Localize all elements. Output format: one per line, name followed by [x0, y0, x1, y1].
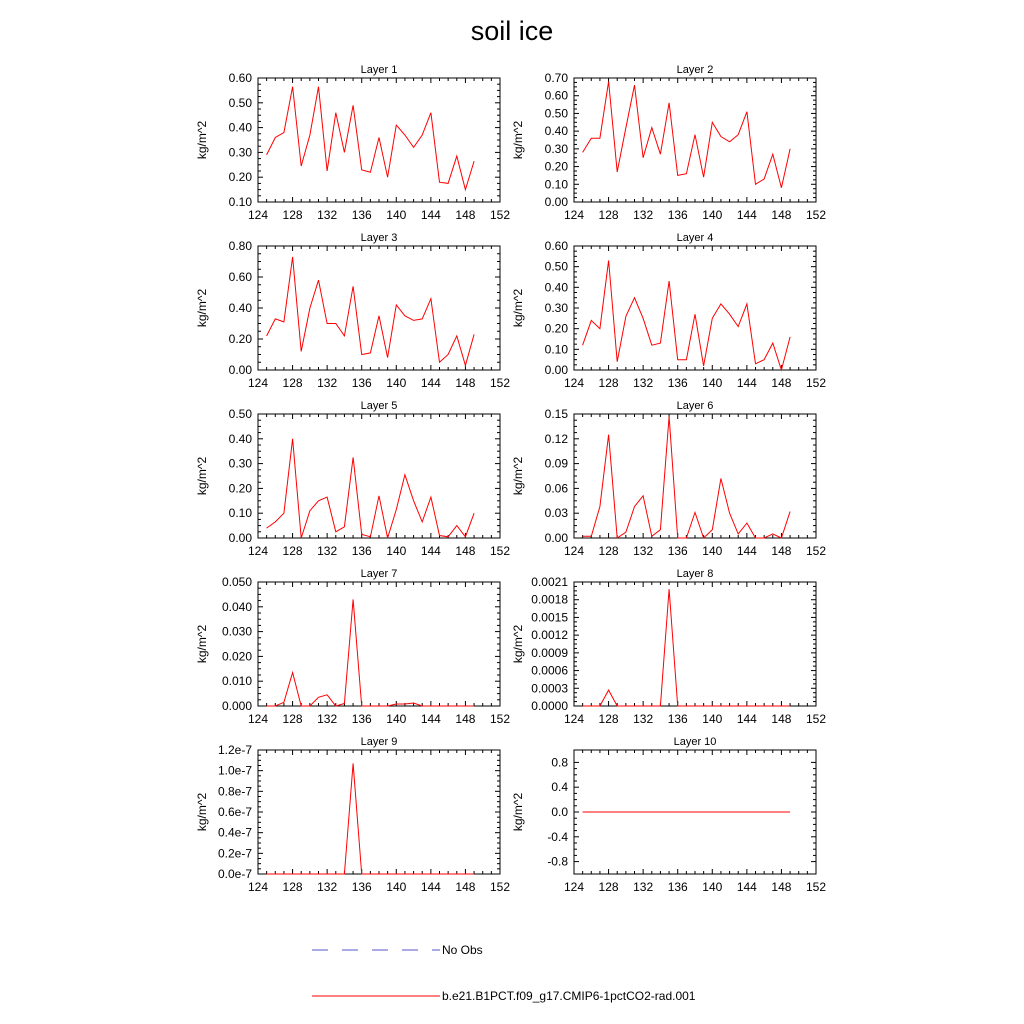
- y-axis-label: kg/m^2: [511, 624, 525, 664]
- y-tick-label: 0.30: [228, 145, 252, 160]
- y-tick-label: 0.4e-7: [217, 825, 252, 840]
- plot-frame: [574, 414, 816, 538]
- legend-obs-label: No Obs: [442, 943, 483, 957]
- y-tick-label: 0.0000: [531, 699, 568, 713]
- y-axis-label: kg/m^2: [511, 456, 525, 496]
- y-tick-label: 0.15: [544, 407, 568, 421]
- series-line: [583, 589, 791, 706]
- y-tick-label: 0.40: [228, 431, 252, 446]
- y-tick-label: 0.20: [228, 332, 252, 346]
- x-tick-label: 128: [598, 208, 619, 222]
- y-tick-label: 0.40: [228, 301, 252, 315]
- y-axis-label: kg/m^2: [195, 456, 209, 496]
- y-tick-label: 0.0018: [531, 592, 568, 607]
- panel-title: Layer 10: [673, 736, 717, 748]
- y-tick-label: 0.40: [544, 124, 568, 139]
- x-tick-label: 140: [386, 880, 407, 894]
- x-tick-label: 128: [598, 712, 619, 726]
- x-tick-label: 148: [771, 544, 792, 558]
- x-tick-label: 148: [771, 208, 792, 222]
- x-tick-label: 140: [702, 544, 723, 558]
- x-tick-label: 128: [598, 544, 619, 558]
- x-tick-label: 140: [386, 208, 407, 222]
- y-tick-label: 0.00: [544, 195, 568, 209]
- y-tick-label: 0.50: [544, 106, 568, 121]
- x-tick-label: 144: [736, 880, 757, 894]
- panel-title: Layer 5: [360, 400, 398, 412]
- x-tick-label: 148: [455, 544, 476, 558]
- x-tick-label: 152: [805, 208, 827, 222]
- panel-title: Layer 3: [360, 232, 398, 244]
- y-tick-label: 0.00: [228, 531, 252, 545]
- x-tick-label: 128: [282, 208, 303, 222]
- y-axis-label: kg/m^2: [511, 792, 525, 832]
- y-tick-label: 0.050: [221, 575, 252, 589]
- y-tick-label: 0.10: [544, 342, 568, 357]
- y-tick-label: 0.30: [228, 456, 252, 471]
- y-tick-label: 0.20: [228, 170, 252, 185]
- series-line: [267, 87, 475, 190]
- x-tick-label: 124: [563, 880, 585, 894]
- x-tick-label: 128: [598, 880, 619, 894]
- y-tick-label: 0.20: [544, 159, 568, 174]
- x-tick-label: 144: [420, 880, 441, 894]
- y-tick-label: 0.0009: [531, 645, 568, 660]
- y-tick-label: 0.80: [228, 239, 252, 253]
- y-tick-label: 0.0006: [531, 663, 568, 678]
- x-tick-label: 136: [351, 544, 372, 558]
- panel-6: [511, 400, 826, 558]
- x-tick-label: 132: [317, 880, 338, 894]
- x-tick-label: 152: [805, 376, 827, 390]
- panel-4: [511, 232, 826, 390]
- plot-frame: [258, 246, 500, 370]
- x-tick-label: 136: [667, 880, 688, 894]
- x-tick-label: 144: [420, 208, 441, 222]
- plot-frame: [574, 582, 816, 706]
- x-tick-label: 136: [351, 208, 372, 222]
- x-tick-label: 144: [736, 544, 757, 558]
- y-axis-label: kg/m^2: [195, 624, 209, 664]
- x-tick-label: 148: [455, 208, 476, 222]
- y-tick-label: 0.12: [544, 431, 568, 446]
- plot-frame: [258, 750, 500, 874]
- x-tick-label: 132: [633, 376, 654, 390]
- plot-frame: [258, 582, 500, 706]
- y-tick-label: 0.20: [228, 481, 252, 496]
- y-tick-label: 0.50: [544, 259, 568, 274]
- y-tick-label: 0.10: [228, 195, 252, 209]
- y-tick-label: 0.40: [544, 280, 568, 295]
- x-tick-label: 128: [282, 544, 303, 558]
- x-tick-label: 132: [317, 544, 338, 558]
- y-tick-label: 0.0003: [531, 681, 568, 696]
- x-tick-label: 140: [702, 880, 723, 894]
- y-axis-label: kg/m^2: [511, 120, 525, 160]
- x-tick-label: 152: [489, 208, 511, 222]
- y-tick-label: 0.70: [544, 71, 568, 85]
- x-tick-label: 144: [736, 712, 757, 726]
- x-tick-label: 140: [702, 208, 723, 222]
- x-tick-label: 124: [247, 712, 269, 726]
- y-tick-label: 0.20: [544, 321, 568, 336]
- panel-5: [195, 400, 510, 558]
- panel-title: Layer 1: [360, 64, 398, 76]
- x-tick-label: 144: [420, 712, 441, 726]
- x-tick-label: 136: [351, 880, 372, 894]
- x-tick-label: 152: [489, 880, 511, 894]
- x-tick-label: 132: [317, 712, 338, 726]
- x-tick-label: 136: [351, 376, 372, 390]
- x-tick-label: 144: [420, 544, 441, 558]
- y-tick-label: 0.0: [551, 805, 568, 819]
- y-tick-label: 0.10: [544, 177, 568, 192]
- x-tick-label: 128: [282, 712, 303, 726]
- x-tick-label: 132: [633, 712, 654, 726]
- panel-title: Layer 9: [360, 736, 398, 748]
- y-tick-label: 0.30: [544, 141, 568, 156]
- x-tick-label: 148: [455, 376, 476, 390]
- x-tick-label: 148: [771, 376, 792, 390]
- x-tick-label: 124: [563, 712, 585, 726]
- x-tick-label: 124: [563, 208, 585, 222]
- panel-title: Layer 2: [676, 64, 714, 76]
- x-tick-label: 148: [771, 880, 792, 894]
- series-line: [267, 257, 475, 366]
- y-tick-label: 0.4: [551, 780, 568, 795]
- panel-title: Layer 4: [676, 232, 714, 244]
- x-tick-label: 136: [351, 712, 372, 726]
- x-tick-label: 124: [247, 376, 269, 390]
- series-line: [583, 417, 791, 539]
- y-tick-label: 0.010: [221, 674, 252, 689]
- x-tick-label: 136: [667, 712, 688, 726]
- x-tick-label: 144: [736, 376, 757, 390]
- x-tick-label: 144: [420, 376, 441, 390]
- series-line: [583, 261, 791, 371]
- y-tick-label: 0.020: [221, 649, 252, 664]
- y-tick-label: 0.03: [544, 506, 568, 521]
- x-tick-label: 148: [455, 880, 476, 894]
- y-tick-label: 0.06: [544, 481, 568, 496]
- x-tick-label: 152: [805, 880, 827, 894]
- x-tick-label: 140: [386, 712, 407, 726]
- y-tick-label: 0.0021: [531, 575, 568, 589]
- x-tick-label: 132: [317, 208, 338, 222]
- y-tick-label: 0.0015: [531, 610, 568, 625]
- figure-title: soil ice: [470, 16, 554, 46]
- x-tick-label: 128: [282, 880, 303, 894]
- x-tick-label: 140: [702, 376, 723, 390]
- panel-title: Layer 8: [676, 568, 714, 580]
- x-tick-label: 136: [667, 544, 688, 558]
- y-axis-label: kg/m^2: [195, 792, 209, 832]
- y-tick-label: -0.8: [547, 854, 568, 869]
- y-tick-label: 0.6e-7: [217, 805, 252, 819]
- panel-title: Layer 7: [360, 568, 398, 580]
- x-tick-label: 152: [489, 712, 511, 726]
- panel-title: Layer 6: [676, 400, 714, 412]
- y-tick-label: 0.00: [544, 363, 568, 377]
- x-tick-label: 136: [667, 208, 688, 222]
- x-tick-label: 152: [489, 376, 511, 390]
- x-tick-label: 148: [771, 712, 792, 726]
- series-line: [267, 599, 475, 706]
- x-tick-label: 124: [247, 544, 269, 558]
- x-tick-label: 124: [563, 544, 585, 558]
- plot-frame: [574, 246, 816, 370]
- x-tick-label: 152: [489, 544, 511, 558]
- y-tick-label: 0.50: [228, 95, 252, 110]
- x-tick-label: 124: [247, 208, 269, 222]
- panel-3: [195, 232, 510, 390]
- y-tick-label: 0.00: [544, 531, 568, 545]
- y-tick-label: 0.40: [228, 120, 252, 135]
- y-tick-label: 0.8e-7: [217, 784, 252, 799]
- series-line: [583, 82, 791, 188]
- y-tick-label: 0.30: [544, 301, 568, 315]
- y-tick-label: 0.8: [551, 755, 568, 770]
- y-tick-label: 0.0e-7: [217, 867, 252, 881]
- y-tick-label: 1.2e-7: [217, 743, 252, 757]
- series-line: [267, 763, 475, 874]
- x-tick-label: 124: [563, 376, 585, 390]
- y-tick-label: 0.09: [544, 456, 568, 471]
- panel-1: [195, 64, 510, 222]
- y-tick-label: 1.0e-7: [217, 763, 252, 778]
- x-tick-label: 148: [455, 712, 476, 726]
- x-tick-label: 132: [633, 880, 654, 894]
- y-tick-label: 0.60: [228, 270, 252, 284]
- panel-10: [511, 736, 826, 894]
- panel-2: [511, 64, 826, 222]
- plot-frame: [258, 414, 500, 538]
- x-tick-label: 124: [247, 880, 269, 894]
- x-tick-label: 140: [386, 376, 407, 390]
- y-tick-label: 0.60: [544, 239, 568, 253]
- y-tick-label: 0.2e-7: [217, 846, 252, 861]
- y-tick-label: 0.00: [228, 363, 252, 377]
- y-tick-label: 0.50: [228, 407, 252, 421]
- x-tick-label: 144: [736, 208, 757, 222]
- x-tick-label: 128: [282, 376, 303, 390]
- y-tick-label: 0.030: [221, 624, 252, 639]
- x-tick-label: 136: [667, 376, 688, 390]
- x-tick-label: 152: [805, 544, 827, 558]
- panel-7: [195, 568, 510, 726]
- y-tick-label: 0.040: [221, 599, 252, 614]
- y-tick-label: 0.000: [221, 699, 252, 713]
- x-tick-label: 132: [317, 376, 338, 390]
- y-axis-label: kg/m^2: [195, 288, 209, 328]
- series-line: [267, 439, 475, 538]
- x-tick-label: 132: [633, 544, 654, 558]
- x-tick-label: 140: [386, 544, 407, 558]
- y-axis-label: kg/m^2: [511, 288, 525, 328]
- x-tick-label: 128: [598, 376, 619, 390]
- y-tick-label: 0.10: [228, 506, 252, 521]
- panel-9: [195, 736, 510, 894]
- x-tick-label: 132: [633, 208, 654, 222]
- y-tick-label: 0.60: [228, 71, 252, 85]
- panel-8: [511, 568, 826, 726]
- y-axis-label: kg/m^2: [195, 120, 209, 160]
- y-tick-label: -0.4: [547, 829, 568, 844]
- y-tick-label: 0.60: [544, 88, 568, 103]
- x-tick-label: 140: [702, 712, 723, 726]
- y-tick-label: 0.0012: [531, 628, 568, 643]
- x-tick-label: 152: [805, 712, 827, 726]
- legend-model-label: b.e21.B1PCT.f09_g17.CMIP6-1pctCO2-rad.001: [442, 989, 696, 1003]
